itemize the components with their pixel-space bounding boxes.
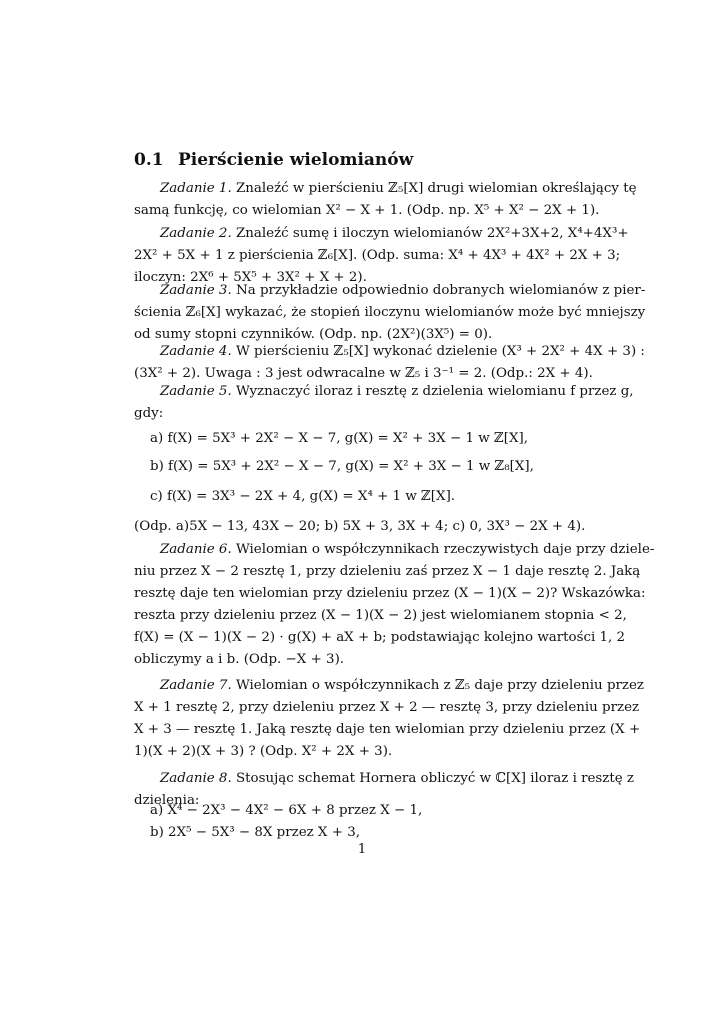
- task-5-answer: (Odp. a)5X − 13, 43X − 20; b) 5X + 3, 3X + 4; c) 0, 3X³ − 2X + 4).: [134, 519, 586, 534]
- task-5-item-c: c) f(X) = 3X³ − 2X + 4, g(X) = X⁴ + 1 w ℤ[X].: [150, 489, 456, 504]
- task-6-line-3: resztę daje ten wielomian przy dzieleniu przez (X − 1)(X − 2)? Wskazówka:: [134, 586, 646, 601]
- task-5-item-b: b) f(X) = 5X³ + 2X² − X − 7, g(X) = X² + 3X − 1 w ℤ₈[X],: [150, 459, 534, 474]
- task-7-line-3: X + 3 — resztę 1. Jaką resztę daje ten wielomian przy dzieleniu przez (X +: [134, 722, 641, 737]
- task-2-line-1: [160, 223, 629, 245]
- task-text: Znaleźć sumę i iloczyn wielomianów 2X²+3X+2, X⁴+4X³+: [235, 226, 629, 241]
- task-text: Stosując schemat Hornera obliczyć w ℂ[X] iloraz i resztę z: [235, 771, 634, 786]
- task-label: Zadanie 2.: [160, 226, 232, 241]
- task-2-line-3: iloczyn: 2X⁶ + 5X⁵ + 3X² + X + 2).: [134, 270, 367, 285]
- task-4-line-1: [160, 341, 645, 363]
- task-text: Wielomian o współczynnikach z ℤ₅ daje przy dzieleniu przez: [235, 678, 644, 693]
- task-text: Na przykładzie odpowiednio dobranych wielomianów z pier-: [235, 283, 646, 298]
- task-label: Zadanie 6.: [160, 542, 232, 557]
- task-8-line-2: dzielenia:: [134, 793, 200, 808]
- task-label: Zadanie 1.: [160, 181, 232, 196]
- task-label: Zadanie 8.: [160, 771, 232, 786]
- task-6-line-6: obliczymy a i b. (Odp. −X + 3).: [134, 652, 345, 667]
- task-6-line-1: [160, 539, 655, 561]
- section-number: 0.1: [134, 150, 164, 170]
- task-6-line-4: reszta przy dzieleniu przez (X − 1)(X − 2) jest wielomianem stopnia < 2,: [134, 608, 627, 623]
- task-3-line-3: od sumy stopni czynników. (Odp. np. (2X²)(3X⁵) = 0).: [134, 327, 493, 342]
- task-1-line-2: samą funkcję, co wielomian X² − X + 1. (Odp. np. X⁵ + X² − 2X + 1).: [134, 203, 600, 218]
- task-label: Zadanie 4.: [160, 344, 232, 359]
- task-3-line-1: [160, 280, 646, 302]
- task-6-line-5: f(X) = (X − 1)(X − 2) · g(X) + aX + b; podstawiając kolejno wartości 1, 2: [134, 630, 626, 645]
- task-7-line-1: [160, 675, 644, 697]
- task-8-line-1: [160, 768, 634, 790]
- task-4-line-2: (3X² + 2). Uwaga : 3 jest odwracalne w ℤ₅ i 3⁻¹ = 2. (Odp.: 2X + 4).: [134, 366, 593, 381]
- task-label: Zadanie 5.: [160, 384, 232, 399]
- task-5-line-2: gdy:: [134, 406, 164, 421]
- task-3-line-2: ścienia ℤ₆[X] wykazać, że stopień iloczynu wielomianów może być mniejszy: [134, 305, 646, 320]
- task-7-line-4: 1)(X + 2)(X + 3) ? (Odp. X² + 2X + 3).: [134, 744, 393, 759]
- task-7-line-2: X + 1 resztę 2, przy dzieleniu przez X + 2 — resztę 3, przy dzieleniu przez: [134, 700, 640, 715]
- task-8-item-a: a) X⁴ − 2X³ − 4X² − 6X + 8 przez X − 1,: [150, 803, 423, 818]
- task-6-line-2: niu przez X − 2 resztę 1, przy dzieleniu zaś przez X − 1 daje resztę 2. Jaką: [134, 564, 641, 579]
- section-heading: [134, 150, 610, 170]
- task-5-item-a: a) f(X) = 5X³ + 2X² − X − 7, g(X) = X² + 3X − 1 w ℤ[X],: [150, 431, 528, 446]
- task-1-line-1: [160, 178, 637, 200]
- task-label: Zadanie 3.: [160, 283, 232, 298]
- task-label: Zadanie 7.: [160, 678, 232, 693]
- page-number: 1: [357, 842, 367, 857]
- task-2-line-2: 2X² + 5X + 1 z pierścienia ℤ₆[X]. (Odp. suma: X⁴ + 4X³ + 4X² + 2X + 3;: [134, 248, 621, 263]
- task-text: Wielomian o współczynnikach rzeczywistych daje przy dziele-: [235, 542, 655, 557]
- task-8-item-b: b) 2X⁵ − 5X³ − 8X przez X + 3,: [150, 825, 360, 840]
- task-text: Wyznaczyć iloraz i resztę z dzielenia wielomianu f przez g,: [235, 384, 634, 399]
- task-text: Znaleźć w pierścieniu ℤ₅[X] drugi wielomian określający tę: [235, 181, 637, 196]
- task-5-line-1: [160, 381, 634, 403]
- task-text: W pierścieniu ℤ₅[X] wykonać dzielenie (X³ + 2X² + 4X + 3) :: [235, 344, 645, 359]
- section-title: Pierścienie wielomianów: [178, 150, 414, 170]
